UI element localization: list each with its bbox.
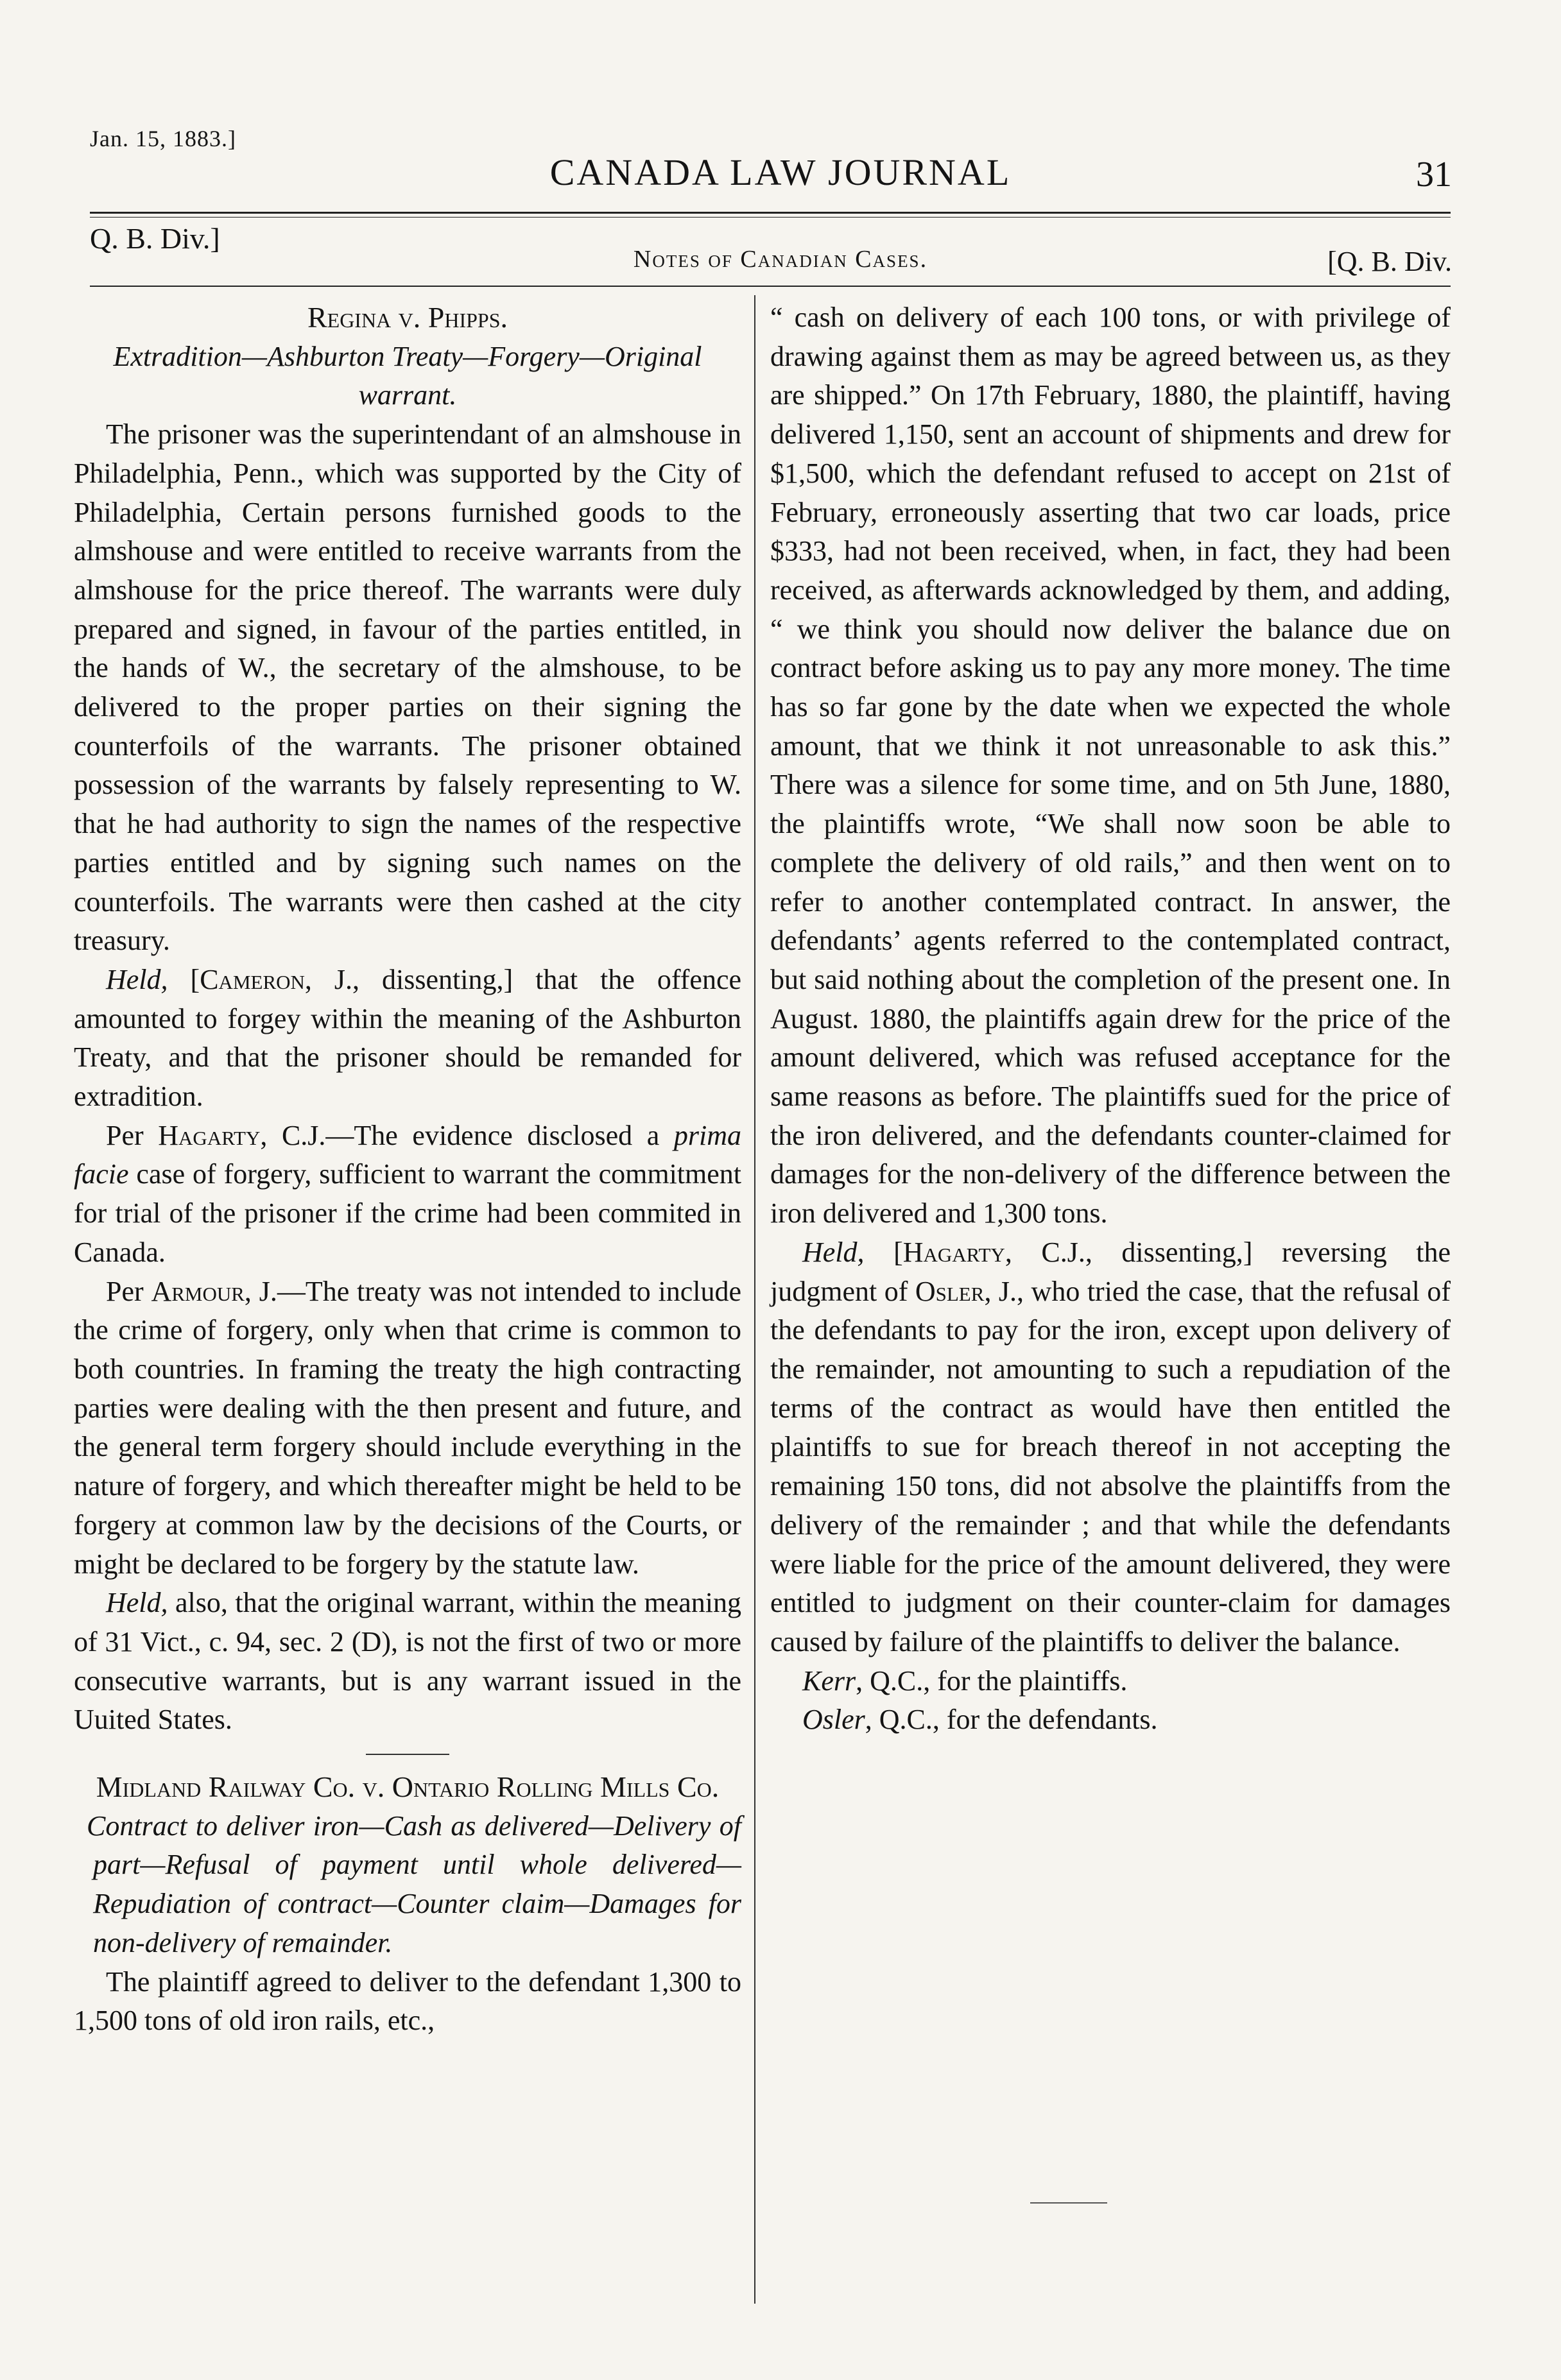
end-rule [1030,2202,1107,2204]
judge-name: Armour [151,1275,245,1307]
case1-headnote: Extradition—Ashburton Treaty—Forgery—Original warrant. [113,340,702,411]
held-label: Held, [802,1236,865,1268]
court-label-right: [Q. B. Div. [1327,246,1452,277]
counsel-plaintiffs: Kerr, Q.C., for the plaintiffs. [802,1665,1128,1697]
case1-per-hagarty: Per Hagarty, C.J.—The evidence disclosed a prima facie case of forgery, sufficient to warrant the commitment for trial of the prisoner if the crime had been commited in Canada. [74,1119,741,1268]
case2-headnote: Contract to deliver iron—Cash as delivered—Delivery of part—Refusal of payment until whole delivered—Repudiation of contract—Counter claim—Damages for non-delivery of remainder. [87,1810,741,1958]
page-number: 31 [1416,155,1452,194]
court-label-left: Q. B. Div.] [90,222,220,255]
subheader-rule [90,286,1451,287]
journal-title: CANADA LAW JOURNAL [549,151,1012,193]
left-column [74,298,741,2041]
issue-date: Jan. 15, 1883.] [90,126,236,151]
judge-name: Osler [915,1275,985,1307]
section-title: Notes of Canadian Cases. [633,246,928,273]
case-separator [366,1754,449,1755]
right-column [770,298,1451,1740]
case2-facts-start: The plaintiff agreed to deliver to the defendant 1,300 to 1,500 tons of old iron rails, etc., [74,1965,741,2037]
held-label: Held, [106,963,168,995]
case-title-regina-v-phipps: Regina v. Phipps. [307,301,508,334]
case2-held: Held, [Hagarty, C.J., dissenting,] reversing the judgment of Osler, J., who tried the case, that the refusal of the defendants to pay for the iron, except upon delivery of the remainder, not amounting to such a repudiation of the terms of the contract as would have then entitled the plaintiffs to sue for breach thereof in not accepting the remaining 150 tons, did not absolve the plaintiffs from the delivery of the remainder ; and that while the defendants were liable for the price of the amount delivered, they were entitled to judgment on their counter-claim for damages caused by failure of the plaintiffs to deliver the balance. [770,1236,1451,1657]
judge-name: Cameron [200,963,305,995]
case-title-midland-v-ontario: Midland Railway Co. v. Ontario Rolling Mills Co. [96,1770,720,1804]
case1-held-also: Held, also, that the original warrant, within the meaning of 31 Vict., c. 94, sec. 2 (D), is not the first of two or more consecutive warrants, but is any warrant issued in the Uuited States. [74,1587,741,1736]
counsel-defendants: Osler, Q.C., for the defendants. [802,1704,1158,1736]
case1-facts: The prisoner was the superintendant of an almshouse in Philadelphia, Penn., which was supported by the City of Philadelphia, Certain persons furnished goods to the almshouse and were entitled to receive warrants from the almshouse for the price thereof. The warrants were duly prepared and signed, in favour of the parties entitled, in the hands of W., the secretary of the almshouse, to be delivered to the proper parties on their signing the counterfoils of the warrants. The prisoner obtained possession of the warrants by falsely representing to W. that he had authority to sign the names of the respective parties entitled and by signing such names on the counterfoils. The warrants were then cashed at the city treasury. [74,418,741,957]
held-label: Held, [106,1587,168,1619]
column-divider [754,295,755,2304]
case2-facts-continued: “ cash on delivery of each 100 tons, or with privilege of drawing against them as may be agreed between us, as they are shipped.” On 17th February, 1880, the plaintiff, having delivered 1,150, sent an account of shipments and drew for $1,500, which the defendant refused to accept on 21st of February, erroneously asserting that two car loads, price $333, had not been received, when, in fact, they had been received, as afterwards acknowledged by them, and adding, “ we think you should now deliver the balance due on contract before asking us to pay any more money. The time has so far gone by the date when we expected the whole amount, that we think it not unreasonable to ask this.” There was a silence for some time, and on 5th June, 1880, the plaintiffs wrote, “We shall now soon be able to complete the delivery of old rails,” and then went on to refer to another contemplated contract. In answer, the defendants’ agents referred to the contemplated contract, but said nothing about the completion of the present one. In August. 1880, the plaintiffs again drew for the price of the amount delivered, which was refused acceptance for the same reasons as before. The plaintiffs sued for the price of the iron delivered, and the defendants counter-claimed for damages for the non-delivery of the difference between the iron delivered and 1,300 tons. [770,302,1451,1229]
header-rule-thin [90,217,1451,218]
judge-name: Hagarty [902,1236,1005,1268]
judge-name: Hagarty [158,1119,261,1151]
case1-per-armour: Per Armour, J.—The treaty was not intended to include the crime of forgery, only when that crime is common to both countries. In framing the treaty the high contracting parties were dealing with the then present and future, and the general term forgery should include everything in the nature of forgery, and which thereafter might be held to be forgery at common law by the decisions of the Courts, or might be declared to be forgery by the statute law. [74,1275,741,1580]
case1-held: Held, [Cameron, J., dissenting,] that the offence amounted to forgey within the meaning of the Ashburton Treaty, and that the prisoner should be remanded for extradition. [74,963,741,1113]
header-rule [90,212,1451,214]
